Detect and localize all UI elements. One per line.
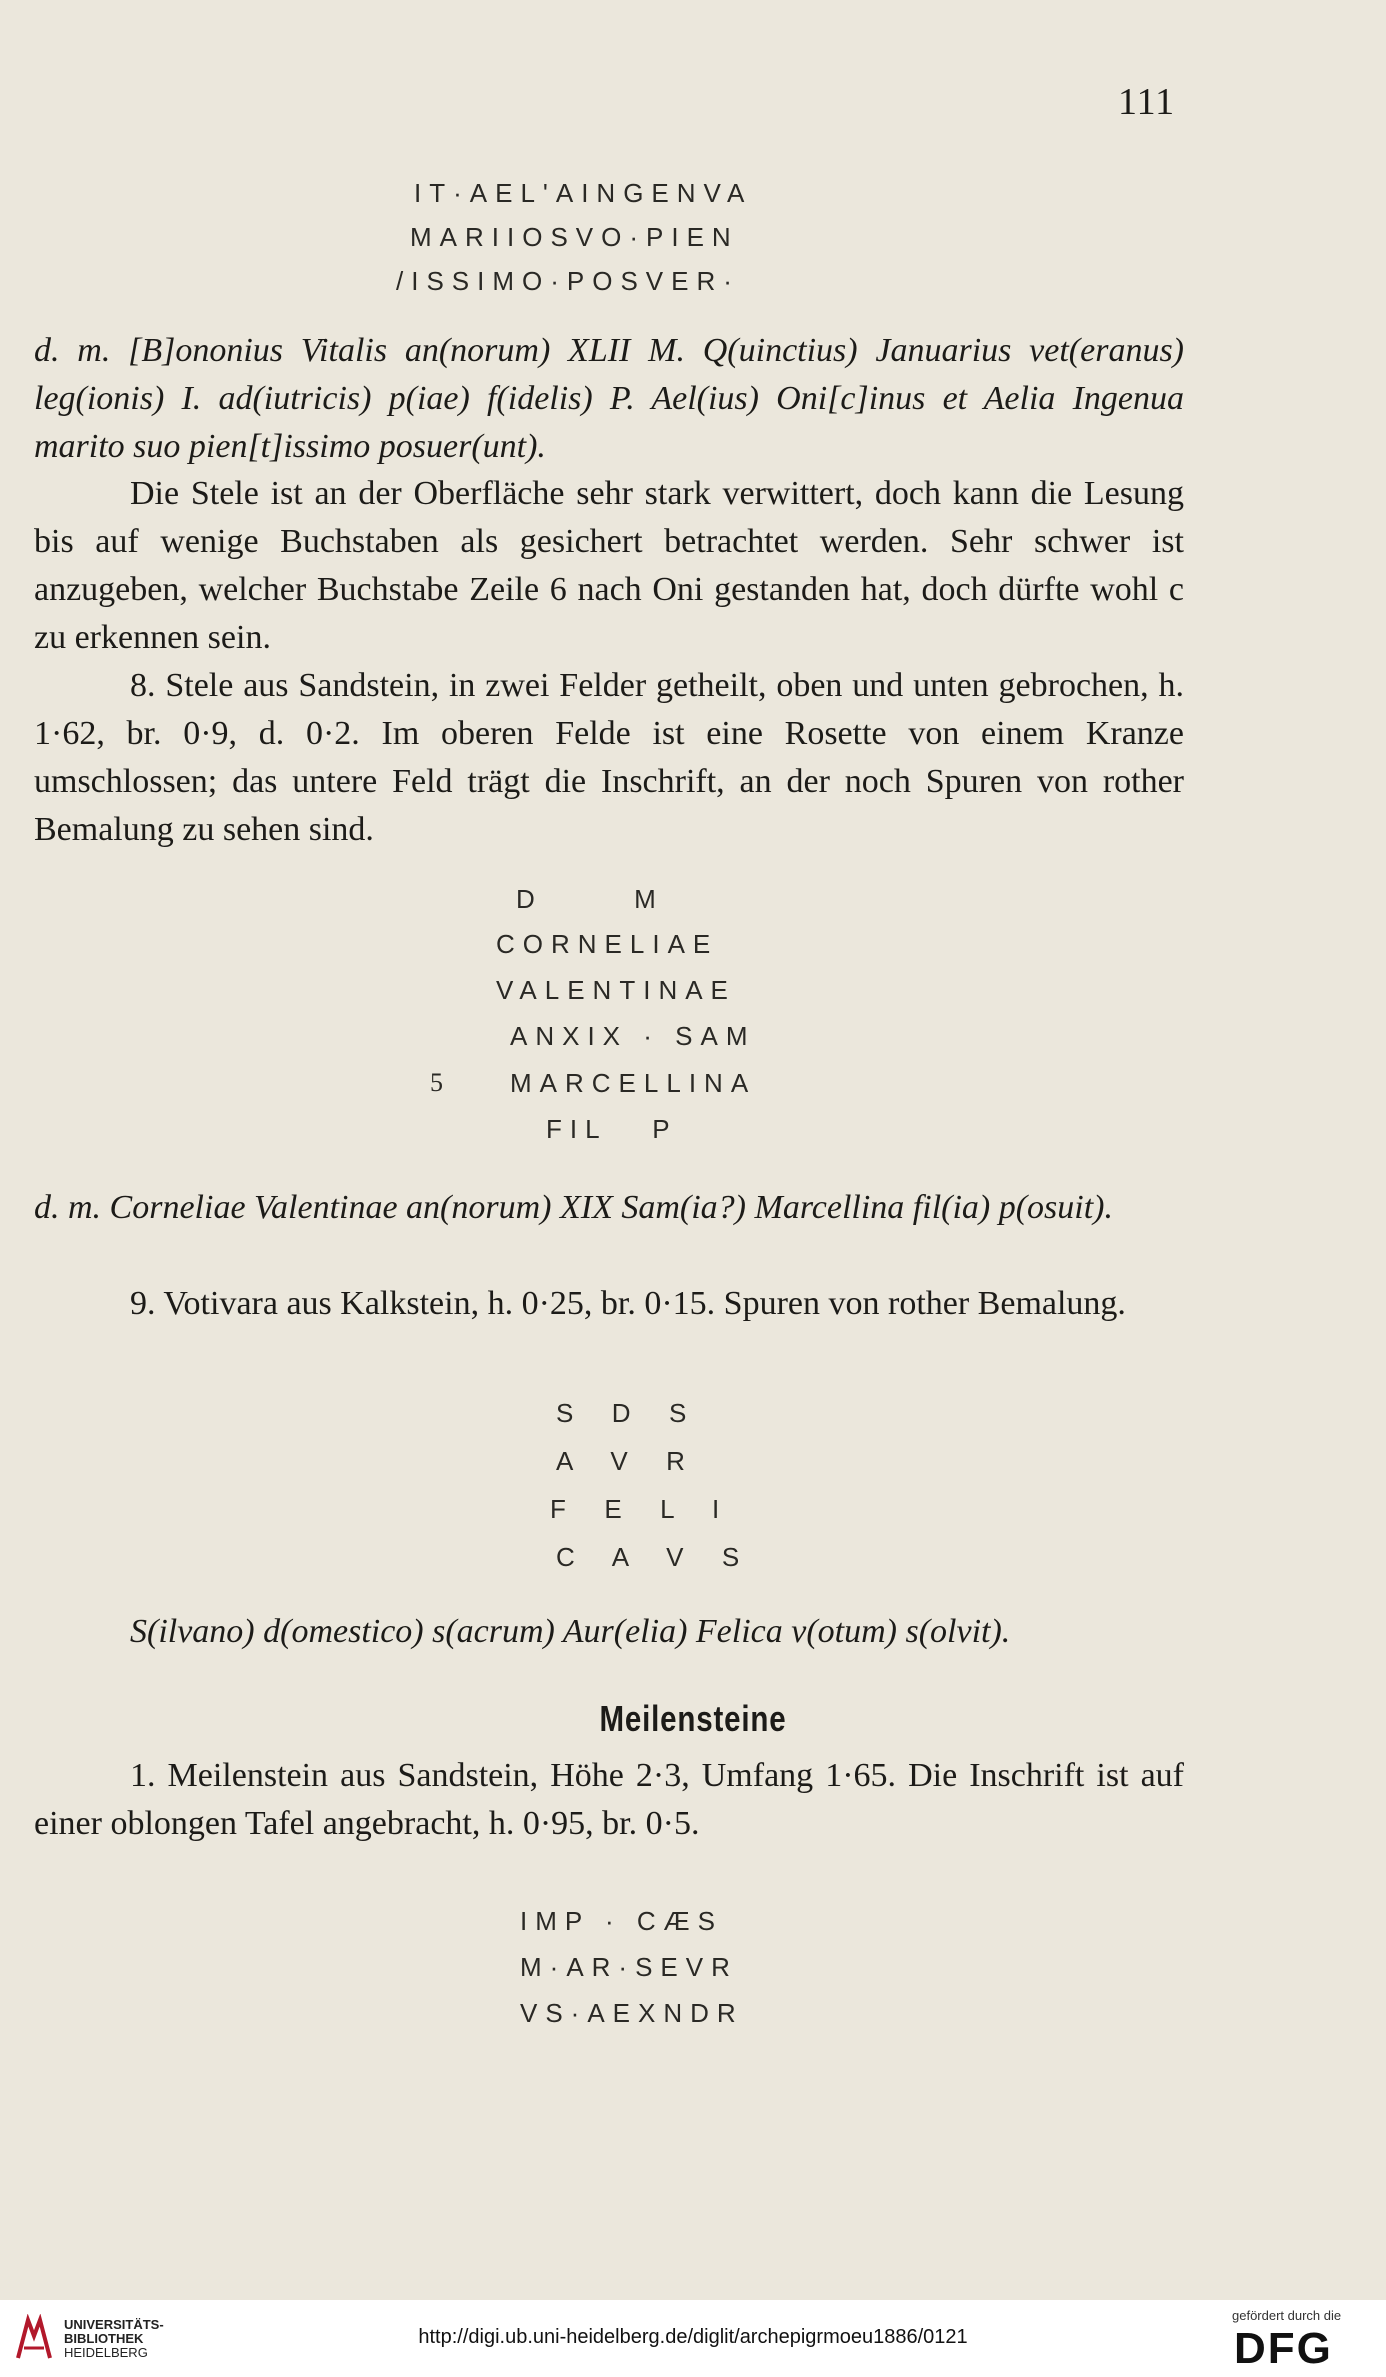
funded-by-label: gefördert durch die — [1232, 2308, 1342, 2323]
inscription-line: D M — [516, 884, 664, 914]
inscription-transcription-3: S(ilvano) d(omestico) s(acrum) Aur(elia) Felica v(otum) s(olvit). — [130, 1613, 1011, 1650]
inscription-transcription-2: d. m. Corneliae Valentinae an(norum) XIX Sam(ia?) Marcellina fil(ia) p(osuit). — [34, 1189, 1114, 1226]
inscription-line: IT·AEL'AINGENVA — [414, 178, 753, 208]
inscription-line: M·AR·SEVR — [520, 1952, 738, 1982]
inscription-line: VS·AEXNDR — [520, 1998, 744, 2028]
inscription-line: MARIIOSVO·PIEN — [410, 222, 739, 252]
catalog-entry-9: 9. Votivara aus Kalkstein, h. 0·25, br. 0·15. Spuren von rother Bemalung. — [130, 1285, 1126, 1322]
inscription-line: ANXIX · SAM — [510, 1021, 756, 1051]
inscription-line: VALENTINAE — [496, 975, 736, 1005]
inscription-line: F E L I — [550, 1494, 728, 1524]
commentary-paragraph: Die Stele ist an der Oberfläche sehr stark verwittert, doch kann die Lesung bis auf wenige Buchstaben als gesichert betrachtet werden. Sehr schwer ist anzugeben, welcher Buchstabe Zeile 6 nach Oni gestanden hat, doch dürfte wohl c zu erkennen sein. — [34, 475, 1184, 656]
section-heading: Meilensteine — [599, 1698, 787, 1739]
source-url-link[interactable]: http://digi.ub.uni-heidelberg.de/diglit/archepigrmoeu1886/0121 — [418, 2326, 968, 2348]
milestone-entry-1: 1. Meilenstein aus Sandstein, Höhe 2·3, Umfang 1·65. Die Inschrift ist auf einer oblongen Tafel angebracht, h. 0·95, br. 0·5. — [34, 1757, 1184, 1842]
institution-line: HEIDELBERG — [64, 2345, 148, 2360]
catalog-entry-8: 8. Stele aus Sandstein, in zwei Felder getheilt, oben und unten gebrochen, h. 1·62, br. 0·9, d. 0·2. Im oberen Felde ist eine Rosette von einem Kranze umschlossen; das untere Feld trägt die Inschrift, an der noch Spuren von rother Bemalung zu sehen sind. — [34, 667, 1184, 848]
inscription-transcription-1: d. m. [B]ononius Vitalis an(norum) XLII M. Q(uinctius) Januarius vet(eranus) leg(ionis) I. ad(iutricis) p(iae) f(idelis) P. Ael(ius) Oni[c]inus et Aelia Ingenua marito suo pien[t]issimo posuer(unt). — [34, 332, 1184, 465]
institution-line: UNIVERSITÄTS- — [64, 2317, 164, 2332]
line-number: 5 — [430, 1068, 443, 1097]
inscription-line: CORNELIAE — [496, 929, 719, 959]
inscription-line: IMP · CÆS — [520, 1906, 723, 1936]
footer-bar — [0, 2300, 1386, 2377]
inscription-line: A V R — [556, 1446, 693, 1476]
inscription-line: /ISSIMO·POSVER· — [396, 266, 740, 296]
inscription-line: S D S — [556, 1398, 695, 1428]
institution-line: BIBLIOTHEK — [64, 2331, 144, 2346]
inscription-line: C A V S — [556, 1542, 748, 1572]
dfg-logo: DFG — [1234, 2324, 1333, 2373]
page-number: 111 — [1118, 81, 1176, 123]
inscription-line: MARCELLINA — [510, 1068, 757, 1098]
inscription-line: FIL P — [546, 1114, 678, 1144]
